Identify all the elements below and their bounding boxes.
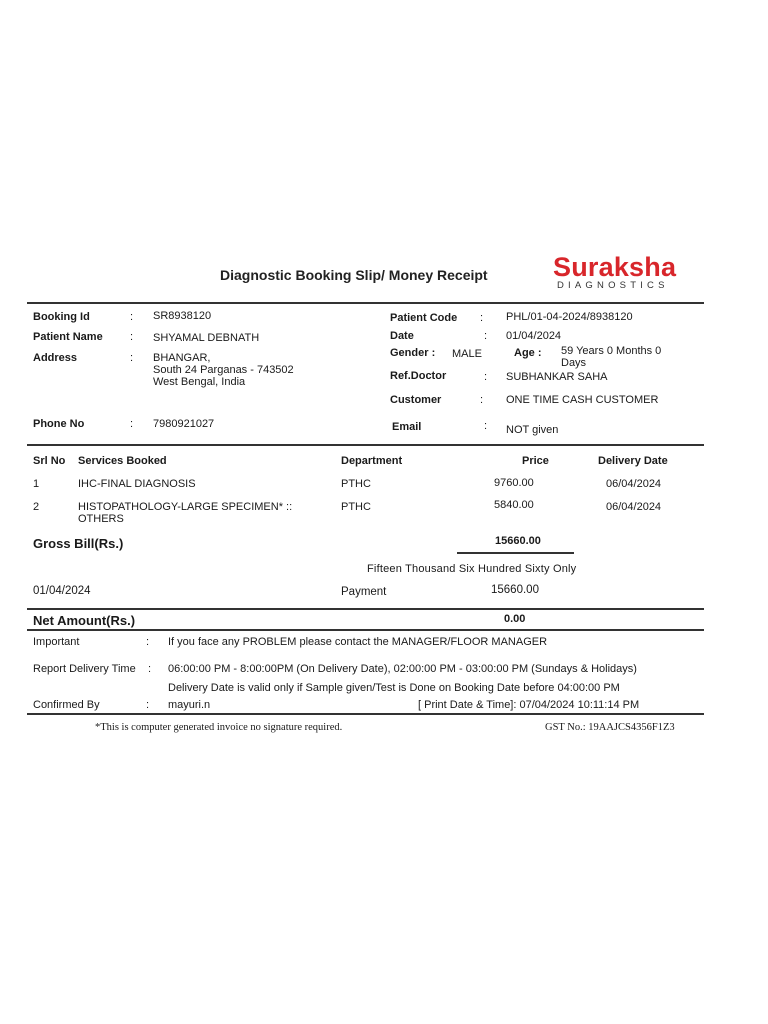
confirmed-by-value: mayuri.n: [168, 699, 211, 711]
table-row-department: PTHC: [341, 501, 371, 513]
phone-label: Phone No: [33, 418, 85, 430]
gst-number: GST No.: 19AAJCS4356F1Z3: [545, 722, 675, 733]
table-row-delivery: 06/04/2024: [606, 478, 662, 490]
divider-patient: [27, 444, 704, 446]
delivery-note: Delivery Date is valid only if Sample given/Test is Done on Booking Date before 04:00:00 PM: [168, 682, 620, 694]
table-row-service: IHC-FINAL DIAGNOSIS: [78, 478, 196, 490]
amount-in-words: Fifteen Thousand Six Hundred Sixty Only: [367, 563, 577, 575]
payment-date: 01/04/2024: [33, 585, 91, 597]
colon: :: [480, 312, 484, 324]
colon: :: [130, 352, 134, 364]
colon: :: [484, 330, 488, 342]
address-label: Address: [33, 352, 78, 364]
colon: :: [148, 663, 152, 675]
colon: :: [146, 699, 150, 711]
brand-subtitle: DIAGNOSTICS: [557, 280, 669, 291]
divider-bottom: [27, 713, 704, 715]
table-row-srl: 2: [33, 501, 40, 513]
colon: :: [130, 311, 134, 323]
patient-code-label: Patient Code: [390, 312, 458, 324]
patient-name-label: Patient Name: [33, 331, 103, 343]
gender-label: Gender :: [390, 347, 436, 359]
colon: :: [130, 418, 134, 430]
phone-value: 7980921027: [153, 418, 215, 430]
table-row-srl: 1: [33, 478, 40, 490]
brand-logo: Suraksha: [553, 252, 677, 282]
customer-label: Customer: [390, 394, 442, 406]
colon: :: [146, 636, 150, 648]
table-row-price: 9760.00: [494, 477, 534, 489]
net-amount-value: 0.00: [504, 613, 526, 625]
confirmed-by-label: Confirmed By: [33, 699, 100, 711]
ref-doctor-value: SUBHANKAR SAHA: [506, 371, 608, 383]
booking-id-value: SR8938120: [153, 310, 212, 322]
date-value: 01/04/2024: [506, 330, 562, 342]
divider-net: [27, 629, 704, 631]
date-label: Date: [390, 330, 414, 342]
table-row-service-cont: OTHERS: [78, 513, 124, 525]
table-row-department: PTHC: [341, 478, 371, 490]
age-line-1: 59 Years 0 Months 0: [561, 345, 662, 357]
address-line-3: West Bengal, India: [153, 376, 246, 388]
col-header-department: Department: [341, 455, 403, 467]
age-line-2: Days: [561, 357, 587, 369]
patient-name-value: SHYAMAL DEBNATH: [153, 332, 260, 344]
important-text: If you face any PROBLEM please contact the MANAGER/FLOOR MANAGER: [168, 636, 548, 648]
ref-doctor-label: Ref.Doctor: [390, 370, 447, 382]
patient-code-value: PHL/01-04-2024/8938120: [506, 311, 633, 323]
booking-id-label: Booking Id: [33, 311, 90, 323]
col-header-price: Price: [522, 455, 549, 467]
colon: :: [484, 371, 488, 383]
important-label: Important: [33, 636, 80, 648]
email-value: NOT given: [506, 424, 559, 436]
email-label: Email: [392, 421, 422, 433]
colon: :: [130, 331, 134, 343]
gross-underline: [457, 552, 574, 554]
gross-bill-label: Gross Bill(Rs.): [33, 536, 124, 551]
customer-value: ONE TIME CASH CUSTOMER: [506, 394, 659, 406]
age-label: Age :: [514, 347, 542, 359]
payment-amount: 15660.00: [491, 584, 539, 596]
net-amount-label: Net Amount(Rs.): [33, 613, 136, 628]
col-header-srl: Srl No: [33, 455, 66, 467]
colon: :: [484, 420, 488, 432]
colon: :: [480, 394, 484, 406]
col-header-service: Services Booked: [78, 455, 167, 467]
print-date-time: [ Print Date & Time]: 07/04/2024 10:11:14 PM: [418, 699, 640, 711]
table-row-service: HISTOPATHOLOGY-LARGE SPECIMEN* ::: [78, 501, 293, 513]
gross-bill-amount: 15660.00: [495, 535, 541, 547]
gender-value: MALE: [452, 348, 482, 360]
receipt-title: Diagnostic Booking Slip/ Money Receipt: [220, 267, 488, 283]
divider-top: [27, 302, 704, 304]
report-delivery-text: 06:00:00 PM - 8:00:00PM (On Delivery Date), 02:00:00 PM - 03:00:00 PM (Sundays & Holidays): [168, 663, 637, 675]
table-row-delivery: 06/04/2024: [606, 501, 662, 513]
divider-payment: [27, 608, 704, 610]
disclaimer: *This is computer generated invoice no signature required.: [95, 722, 343, 733]
address-line-2: South 24 Parganas - 743502: [153, 364, 294, 376]
address-line-1: BHANGAR,: [153, 352, 211, 364]
col-header-delivery: Delivery Date: [598, 455, 668, 467]
table-row-price: 5840.00: [494, 499, 534, 511]
report-delivery-label: Report Delivery Time: [33, 663, 136, 675]
payment-label: Payment: [341, 586, 387, 598]
